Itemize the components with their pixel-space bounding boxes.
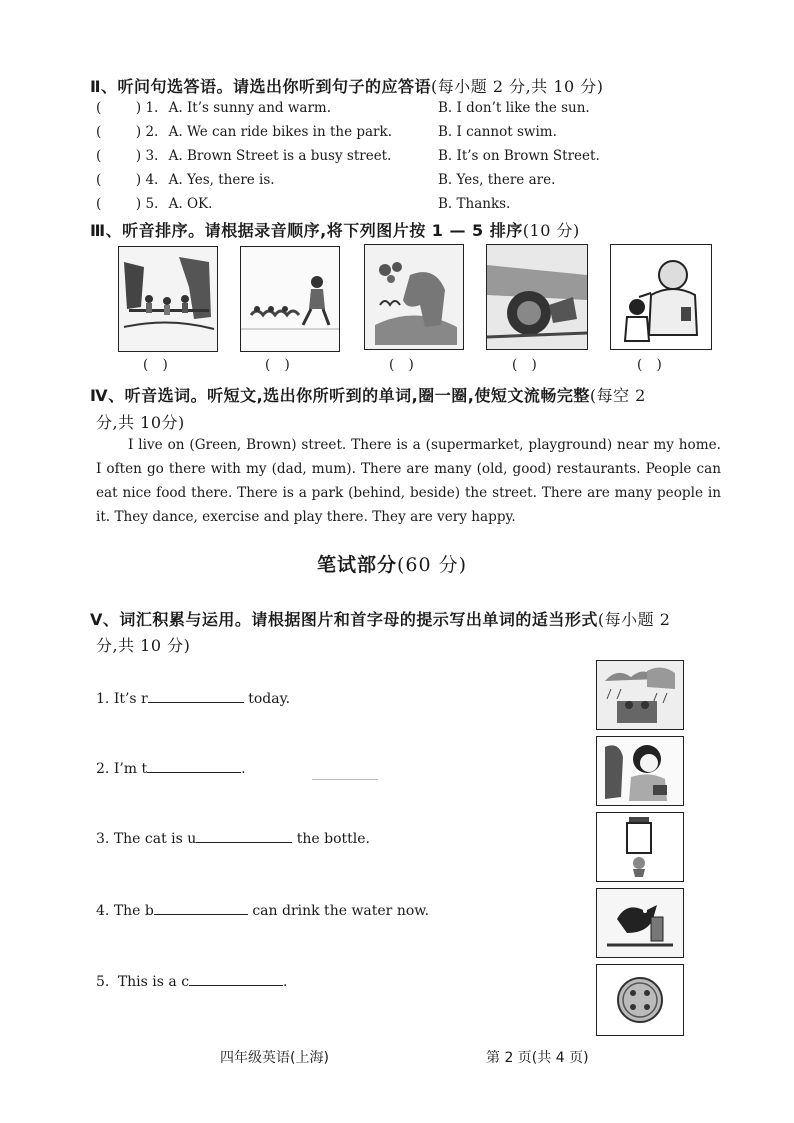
answer-paren-close: ) bbox=[135, 196, 142, 212]
answer-blank[interactable] bbox=[154, 900, 248, 915]
question-row bbox=[96, 172, 275, 188]
section-3-title-text: Ⅲ、听音排序。请根据录音顺序,将下列图片按 1 — 5 排序 bbox=[90, 221, 523, 240]
option-a: A. Brown Street is a busy street. bbox=[168, 148, 392, 164]
item-prefix: The cat is u bbox=[113, 831, 197, 847]
answer-paren-open: ( bbox=[96, 196, 102, 212]
vocab-item bbox=[96, 971, 287, 990]
item-number: 2. bbox=[96, 761, 110, 777]
picture-answer-slot[interactable]: ( ) bbox=[265, 357, 290, 373]
question-row bbox=[96, 148, 391, 164]
question-row bbox=[96, 124, 392, 140]
written-part-title: 笔试部分 bbox=[317, 554, 398, 576]
section-5-points-part2: 分,共 10 分) bbox=[96, 636, 191, 655]
section-4-passage: I live on (Green, Brown) street. There is a (supermarket, playground) near my home. I often go there with my (dad, mum). There are many (old, good) restaurants. People can eat nice food there. There is a park (behind, beside) the street. There are many people in it. They dance, exercise and play there. They are very happy. bbox=[96, 437, 721, 525]
option-b: B. Thanks. bbox=[438, 196, 511, 212]
item-prefix: I’m t bbox=[113, 761, 148, 777]
item-suffix: . bbox=[241, 761, 246, 777]
option-b: B. Yes, there are. bbox=[438, 172, 556, 188]
answer-blank[interactable] bbox=[148, 688, 244, 703]
section-4-title bbox=[90, 383, 646, 406]
section-3-title bbox=[90, 218, 580, 241]
people-in-park-picture bbox=[118, 246, 218, 352]
section-2-title bbox=[90, 74, 604, 97]
question-number: 4. bbox=[145, 172, 159, 188]
picture-answer-slot[interactable]: ( ) bbox=[512, 357, 537, 373]
section-5-title-text: Ⅴ、词汇积累与运用。请根据图片和首字母的提示写出单词的适当形式 bbox=[90, 610, 598, 629]
question-row bbox=[96, 100, 331, 116]
option-b: B. I don’t like the sun. bbox=[438, 100, 590, 116]
section-4-points-line2 bbox=[96, 410, 185, 433]
section-5-points-line2 bbox=[96, 633, 190, 656]
children-running-picture bbox=[240, 246, 340, 352]
flowers-and-elephant-picture bbox=[364, 244, 464, 350]
item-suffix: the bottle. bbox=[292, 831, 370, 847]
item-prefix: The b bbox=[113, 903, 154, 919]
item-suffix: can drink the water now. bbox=[247, 903, 430, 919]
section-4-points-part2: 分,共 10分) bbox=[96, 413, 185, 432]
written-part-heading bbox=[317, 550, 467, 577]
vocab-item bbox=[96, 758, 246, 777]
section-5-title bbox=[90, 607, 670, 630]
fat-man-and-boy-picture bbox=[610, 244, 712, 350]
item-suffix: today. bbox=[243, 691, 291, 707]
written-part-points: (60 分) bbox=[397, 554, 468, 576]
vocab-item bbox=[96, 688, 290, 707]
option-a: A. It’s sunny and warm. bbox=[168, 100, 331, 116]
vocab-item bbox=[96, 900, 429, 919]
answer-blank[interactable] bbox=[196, 828, 292, 843]
item-number: 4. bbox=[96, 903, 110, 919]
answer-paren-close: ) bbox=[135, 148, 142, 164]
answer-paren-open: ( bbox=[96, 100, 102, 116]
question-number: 1. bbox=[145, 100, 159, 116]
answer-blank[interactable] bbox=[147, 758, 241, 773]
option-b: B. It’s on Brown Street. bbox=[438, 148, 600, 164]
cat-under-bottle-picture bbox=[596, 812, 684, 882]
answer-paren-open: ( bbox=[96, 124, 102, 140]
section-5-points-part1: (每小题 2 bbox=[597, 610, 671, 629]
option-a: A. OK. bbox=[168, 196, 213, 212]
stray-mark bbox=[312, 779, 378, 780]
item-prefix: This is a c bbox=[117, 974, 190, 990]
answer-blank[interactable] bbox=[189, 971, 283, 986]
option-b: B. I cannot swim. bbox=[438, 124, 557, 140]
picture-answer-slot[interactable]: ( ) bbox=[637, 357, 662, 373]
tired-girl-picture bbox=[596, 736, 684, 806]
rainy-day-picture bbox=[596, 660, 684, 730]
footer-page-number: 第 2 页(共 4 页) bbox=[486, 1050, 589, 1066]
item-number: 3. bbox=[96, 831, 110, 847]
item-number: 1. bbox=[96, 691, 110, 707]
section-2-points: (每小题 2 分,共 10 分) bbox=[431, 77, 604, 96]
question-row bbox=[96, 196, 212, 212]
section-4-points-part1: (每空 2 bbox=[589, 386, 646, 405]
question-number: 3. bbox=[145, 148, 159, 164]
option-a: A. We can ride bikes in the park. bbox=[168, 124, 392, 140]
answer-paren-close: ) bbox=[135, 124, 142, 140]
section-4-title-text: Ⅳ、听音选词。听短文,选出你所听到的单词,圈一圈,使短文流畅完整 bbox=[90, 386, 590, 405]
answer-paren-close: ) bbox=[135, 172, 142, 188]
item-number: 5. bbox=[96, 974, 110, 990]
section-2-title-text: Ⅱ、听问句选答语。请选出你听到句子的应答语 bbox=[90, 77, 432, 96]
option-a: A. Yes, there is. bbox=[168, 172, 275, 188]
section-3-points: (10 分) bbox=[522, 221, 580, 240]
tyre-rolling-picture bbox=[486, 244, 588, 350]
button-picture bbox=[596, 964, 684, 1036]
picture-answer-slot[interactable]: ( ) bbox=[389, 357, 414, 373]
question-number: 2. bbox=[145, 124, 159, 140]
vocab-item bbox=[96, 828, 370, 847]
item-suffix: . bbox=[283, 974, 288, 990]
footer-subject: 四年级英语(上海) bbox=[220, 1050, 329, 1066]
answer-paren-open: ( bbox=[96, 148, 102, 164]
answer-paren-close: ) bbox=[135, 100, 142, 116]
bird-drinking-picture bbox=[596, 888, 684, 958]
picture-answer-slot[interactable]: ( ) bbox=[143, 357, 168, 373]
question-number: 5. bbox=[145, 196, 159, 212]
answer-paren-open: ( bbox=[96, 172, 102, 188]
item-prefix: It’s r bbox=[113, 691, 148, 707]
